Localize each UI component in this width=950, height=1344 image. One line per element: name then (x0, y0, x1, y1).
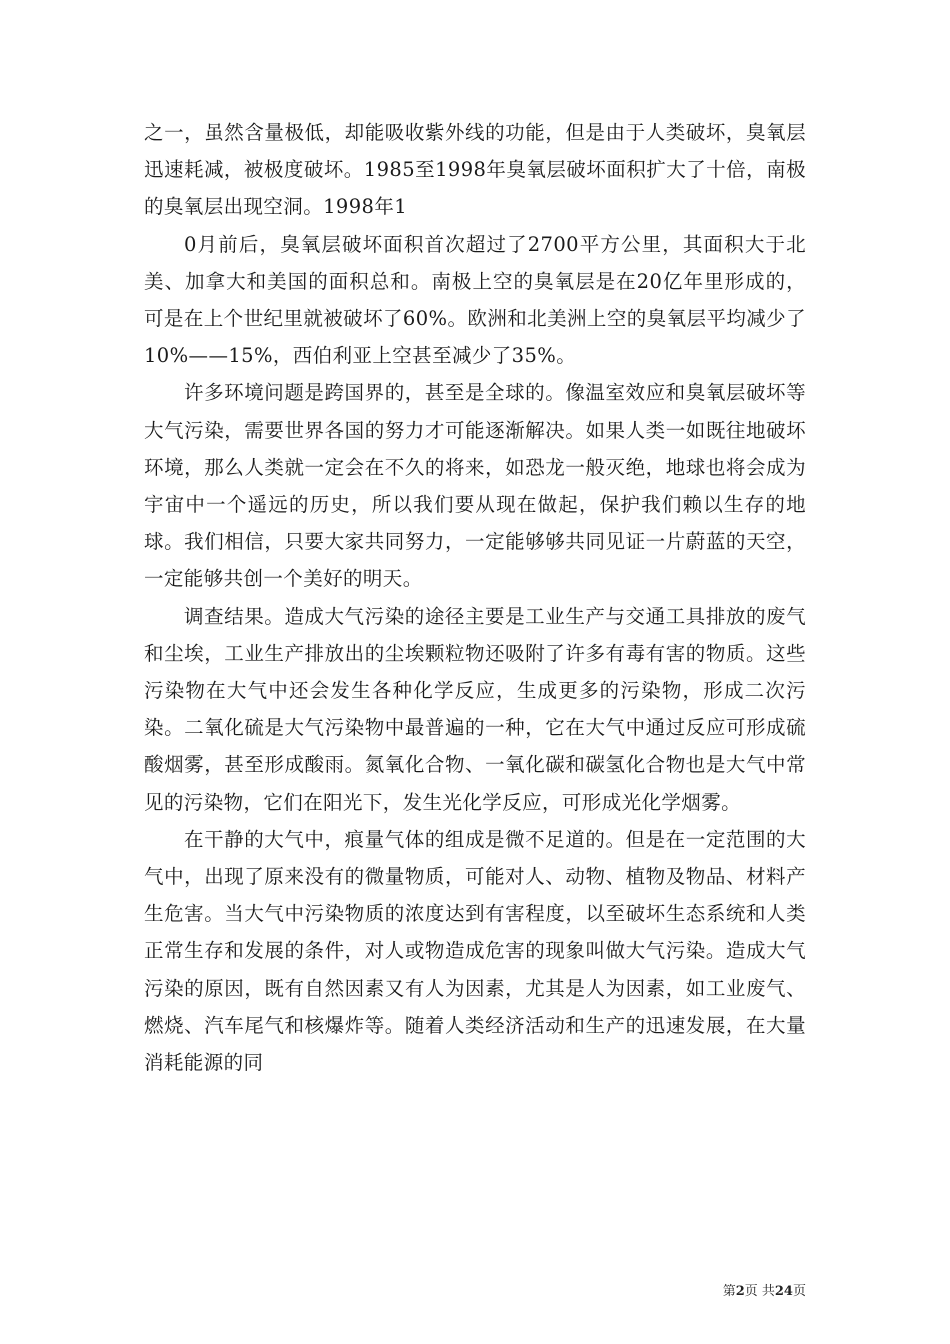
current-page-number: 2 (735, 1284, 745, 1299)
paragraph-2: 0月前后，臭氧层破坏面积首次超过了2700平方公里，其面积大于北美、加拿大和美国的面积总和。南极上空的臭氧层是在20亿年里形成的，可是在上个世纪里就被破坏了60%。欧洲和北美洲上空的臭氧层平均减少了10%——15%，西伯利亚上空甚至减少了35%。 (144, 232, 806, 368)
paragraph-3: 许多环境问题是跨国界的，甚至是全球的。像温室效应和臭氧层破坏等大气污染，需要世界各国的努力才可能逐渐解决。如果人类一如既往地破坏环境，那么人类就一定会在不久的将来，如恐龙一般灭绝，地球也将会成为宇宙中一个遥远的历史，所以我们要从现在做起，保护我们赖以生存的地球。我们相信，只要大家共同努力，一定能够够共同见证一片蔚蓝的天空，一定能够共创一个美好的明天。 (144, 381, 806, 591)
paragraph-5: 在干静的大气中，痕量气体的组成是微不足道的。但是在一定范围的大气中，出现了原来没有的微量物质，可能对人、动物、植物及物品、材料产生危害。当大气中污染物质的浓度达到有害程度，以至破坏生态系统和人类正常生存和发展的条件，对人或物造成危害的现象叫做大气污染。造成大气污染的原因，既有自然因素又有人为因素，尤其是人为因素，如工业废气、燃烧、汽车尾气和核爆炸等。随着人类经济活动和生产的迅速发展，在大量消耗能源的同 (144, 827, 806, 1075)
paragraph-1: 之一，虽然含量极低，却能吸收紫外线的功能，但是由于人类破坏，臭氧层迅速耗减，被极度破坏。1985至1998年臭氧层破坏面积扩大了十倍，南极的臭氧层出现空洞。1998年1 (144, 121, 806, 219)
page-footer (723, 1280, 806, 1299)
body-text (144, 114, 806, 1081)
paragraph-4: 调查结果。造成大气污染的途径主要是工业生产与交通工具排放的废气和尘埃，工业生产排放出的尘埃颗粒物还吸附了许多有毒有害的物质。这些污染物在大气中还会发生各种化学反应，生成更多的污染物，形成二次污染。二氧化硫是大气污染物中最普遍的一种，它在大气中通过反应可形成硫酸烟雾，甚至形成酸雨。氮氧化合物、一氧化碳和碳氢化合物也是大气中常见的污染物，它们在阳光下，发生光化学反应，可形成光化学烟雾。 (144, 604, 806, 814)
total-pages-number: 24 (774, 1284, 793, 1299)
footer-prefix: 第 (722, 1284, 736, 1299)
footer-suffix: 页 (792, 1284, 806, 1299)
footer-middle: 页 共 (744, 1284, 775, 1299)
